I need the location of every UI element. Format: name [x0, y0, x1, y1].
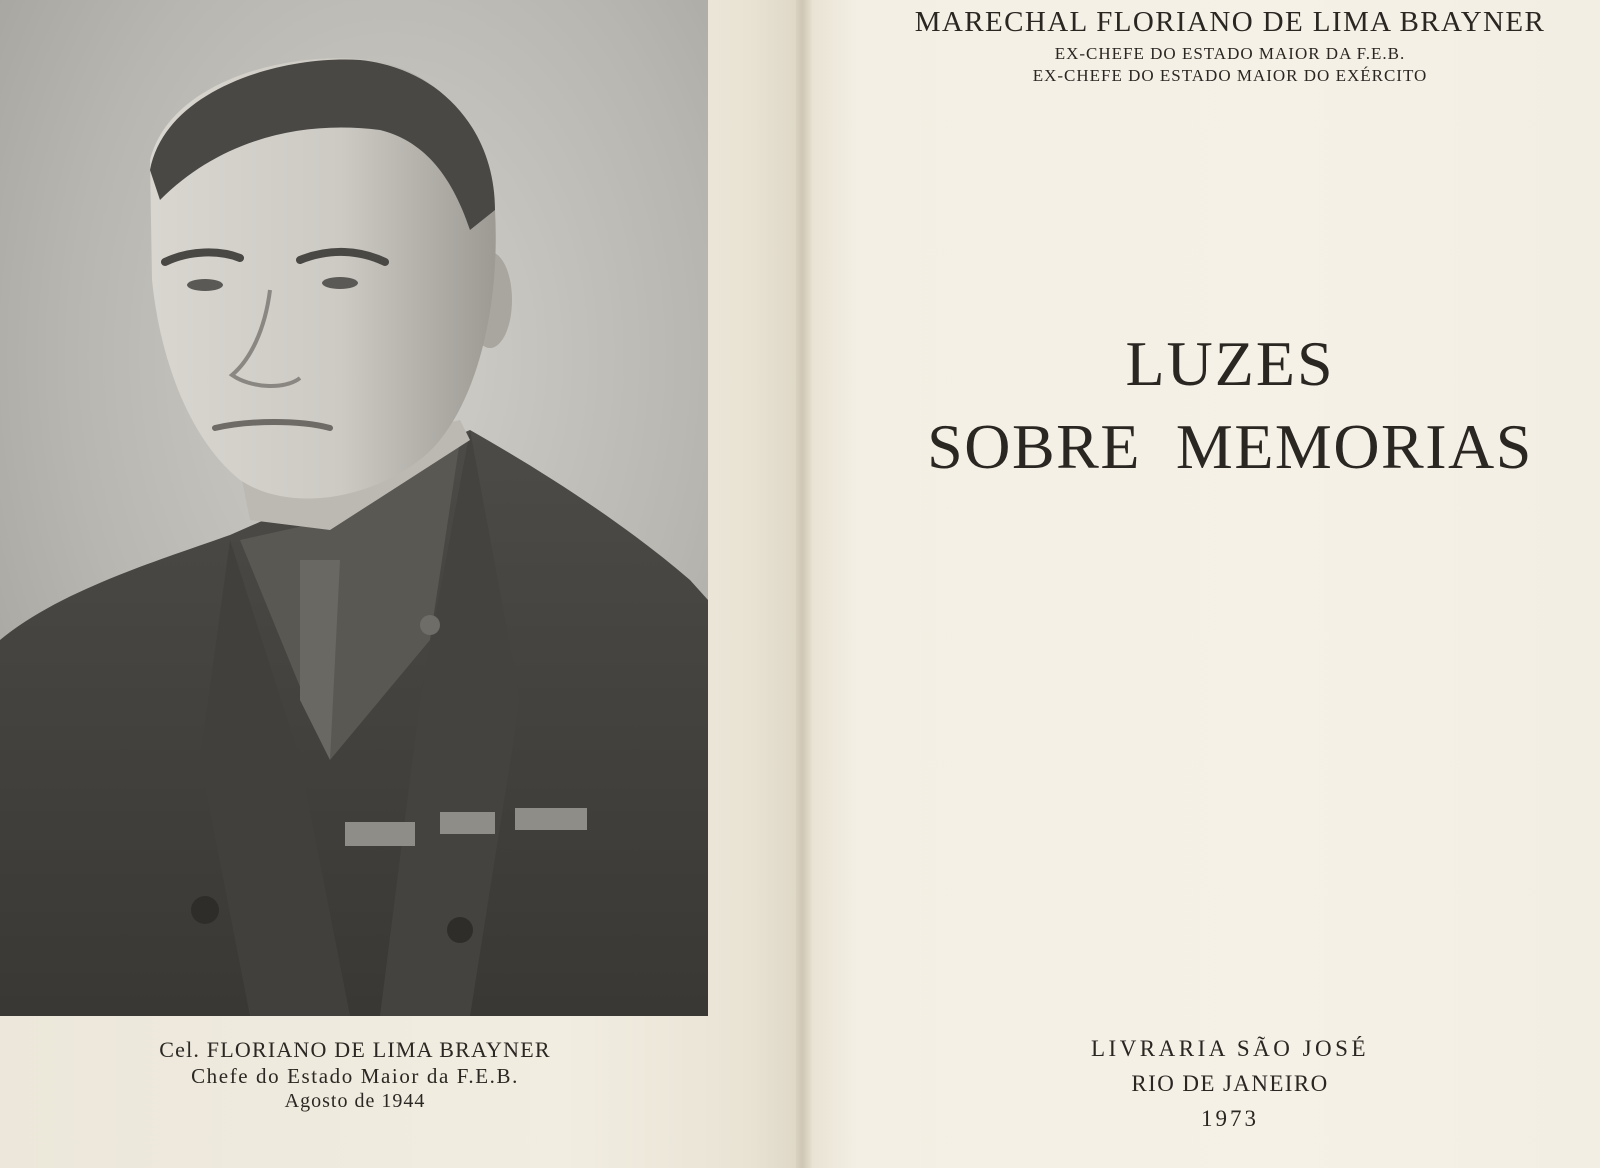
caption-position: Chefe do Estado Maior da F.E.B.	[191, 1064, 519, 1088]
caption-name: Cel. FLORIANO DE LIMA BRAYNER	[159, 1037, 551, 1062]
publication-year: 1973	[1201, 1106, 1259, 1131]
author-role-2: EX-CHEFE DO ESTADO MAIOR DO EXÉRCITO	[1032, 66, 1428, 85]
book-title-line-2: SOBRE MEMORIAS	[927, 411, 1533, 482]
publisher-name: LIVRARIA SÃO JOSÉ	[1090, 1036, 1370, 1061]
author-role-1: EX-CHEFE DO ESTADO MAIOR DA F.E.B.	[1054, 44, 1406, 63]
book-gutter	[796, 0, 812, 1168]
book-title-line-1: LUZES	[1125, 328, 1335, 399]
publisher-city: RIO DE JANEIRO	[1131, 1071, 1329, 1096]
right-page	[810, 0, 1600, 1168]
caption-date: Agosto de 1944	[284, 1090, 426, 1112]
author-name: MARECHAL FLORIANO DE LIMA BRAYNER	[914, 6, 1546, 38]
portrait-photo	[0, 0, 708, 1016]
